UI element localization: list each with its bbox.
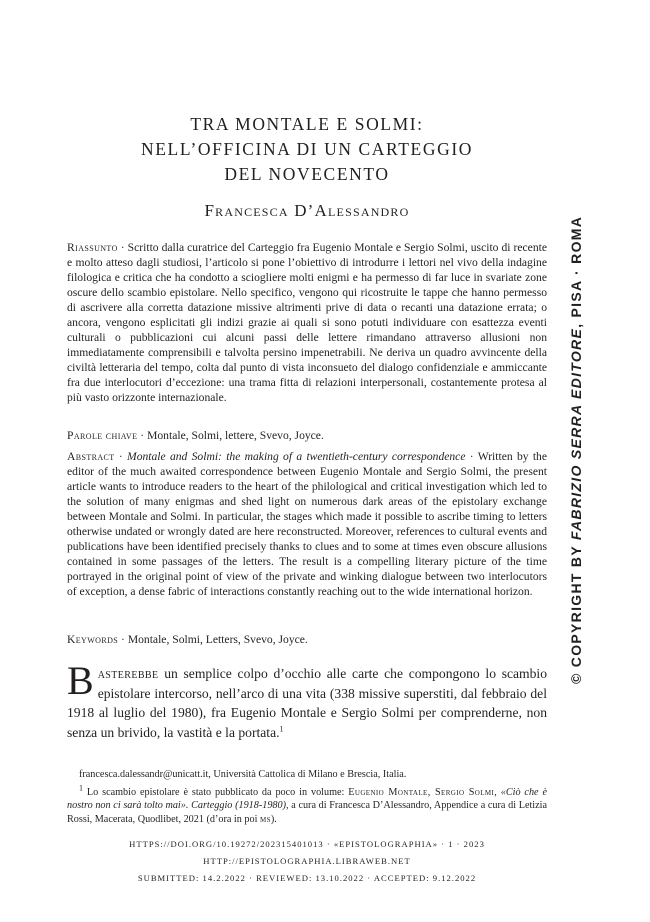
author-affiliation: francesca.dalessandr@unicatt.it, Università Cattolica di Milano e Brescia, Italia. (79, 769, 407, 780)
riassunto-separator: · (117, 241, 128, 254)
footnote-1-sep: , (494, 786, 501, 798)
article-title (60, 112, 554, 187)
copyright-suffix: , PISA · ROMA (568, 215, 584, 328)
lead-word: asterebbe (97, 666, 159, 681)
drop-cap: B (67, 658, 94, 703)
author-name: Francesca D’Alessandro (204, 201, 410, 220)
doi-line[interactable]: HTTPS://DOI.ORG/10.19272/202315401013 · «EPISTOLOGRAPHIA» · 1 · 2023 (129, 839, 485, 849)
copyright-publisher: FABRIZIO SERRA EDITORE (568, 327, 584, 541)
footnote-1-text-a: Lo scambio epistolare è stato pubblicato da poco in volume: (83, 786, 349, 798)
parole-chiave-label: Parole chiave (67, 429, 138, 442)
body-text: un semplice colpo d’occhio alle carte che compongono lo scambio epistolare intercorso, nell’arco di una vita (338 missive superstiti, dal febbraio del 1918 al luglio del 1980), fra Eugenio Montale e Sergio Solmi per comprenderne, non senza un brivido, la vastità e la portata. (67, 666, 547, 740)
footnote-1-names: Eugenio Montale, Sergio Solmi (348, 786, 495, 798)
copyright-prefix: © COPYRIGHT BY (568, 540, 584, 684)
footnotes (67, 768, 547, 826)
footnote-ref[interactable]: 1 (279, 723, 284, 733)
title-line-2: NELL’OFFICINA DI UN CARTEGGIO (141, 139, 473, 159)
copyright-notice (569, 216, 584, 684)
parole-chiave-text: Montale, Solmi, lettere, Svevo, Joyce. (147, 429, 324, 442)
footnote-1-text-b: , a cura di Francesca D’Alessandro, Appendice a cura di Letizia Rossi, Macerata, Quodlibet, 2021 (d’ora in poi (67, 800, 547, 825)
keywords-paragraph (67, 632, 547, 647)
abstract-label: Abstract (67, 450, 115, 463)
submission-dates: SUBMITTED: 14.2.2022 · REVIEWED: 13.10.2022 · ACCEPTED: 9.12.2022 (137, 873, 477, 883)
abstract-title: Montale and Solmi: the making of a twentieth-century correspondence (127, 450, 466, 463)
title-line-3: DEL NOVECENTO (224, 164, 390, 184)
abstract-separator: · (114, 450, 128, 463)
keywords-separator: · (118, 633, 128, 646)
riassunto-text: Scritto dalla curatrice del Carteggio fra Eugenio Montale e Sergio Solmi, uscito di recente e molto atteso dagli studiosi, l’articolo si pone l’obiettivo di introdurre i lettori nel vivo della indagine filologica e critica che ha condotto a sciogliere molti enigmi e ha permesso di far luce in svariate zone oscure dello scambio epistolare. Nello specifico, vengono qui ricostruite le tappe che hanno permesso di ascrivere alla corretta datazione missive altrimenti prive di data o recanti una datazione errata; o ancora, vengono esplicitati gli indizi grazie ai quali si sono potuti individuare con esattezza eventi culturali o pubblicazioni cui alcuni passi delle lettere rimandano attraverso allusioni non immediatamente comprensibili e talvolta persino impenetrabili. Ne deriva un quadro avvincente della civiltà letteraria del tempo, colta dal punto di vista inconsueto del dialogo confidenziale e ammiccante fra due interlocutori d’eccezione: una trama fitta di relazioni interpersonali, costantemente protesa al più vasto orizzonte internazionale. (67, 241, 547, 404)
abstract-title-separator: · (465, 450, 478, 463)
title-line-1: TRA MONTALE E SOLMI: (190, 114, 424, 134)
keywords-text: Montale, Solmi, Letters, Svevo, Joyce. (127, 633, 308, 646)
parole-chiave-paragraph (67, 428, 547, 443)
footnote-1-mark: 1 (79, 783, 83, 793)
keywords-label: Keywords (67, 633, 119, 646)
riassunto-label: Riassunto (67, 241, 118, 254)
abstract-text: Written by the editor of the much awaited correspondence between Eugenio Montale and Sergio Solmi, the present article wants to introduce readers to the heart of the philological and critical investigation which led to the solution of many enigmas and shed light on numerous dark areas of the epistolary exchange between Montale and Solmi. In particular, the stages which made it possible to ascribe timing to letters otherwise undated or wrongly dated are here reconstructed. Moreover, references to cultural events and publications have been identified precisely thanks to clues and to some at times even obscure allusions contained in some passages of the letters. The result is a compelling literary picture of the time portrayed in the original point of view of the private and winking dialogue between two interlocutors of exception, a dense fabric of interactions constantly reaching out to the wide international horizon. (67, 450, 547, 598)
parole-chiave-separator: · (137, 429, 148, 442)
footnote-1-abbr: ms (259, 813, 271, 825)
footnote-1-title: «Ciò che è nostro non ci sarà tolto mai». Carteggio (1918-1980) (67, 786, 547, 811)
journal-url[interactable]: HTTP://EPISTOLOGRAPHIA.LIBRAWEB.NET (203, 856, 411, 866)
riassunto-paragraph (67, 240, 547, 405)
footnote-1-end: ). (270, 813, 277, 825)
footnote-1 (67, 783, 547, 827)
body-paragraph (67, 658, 547, 742)
abstract-paragraph (67, 449, 547, 599)
